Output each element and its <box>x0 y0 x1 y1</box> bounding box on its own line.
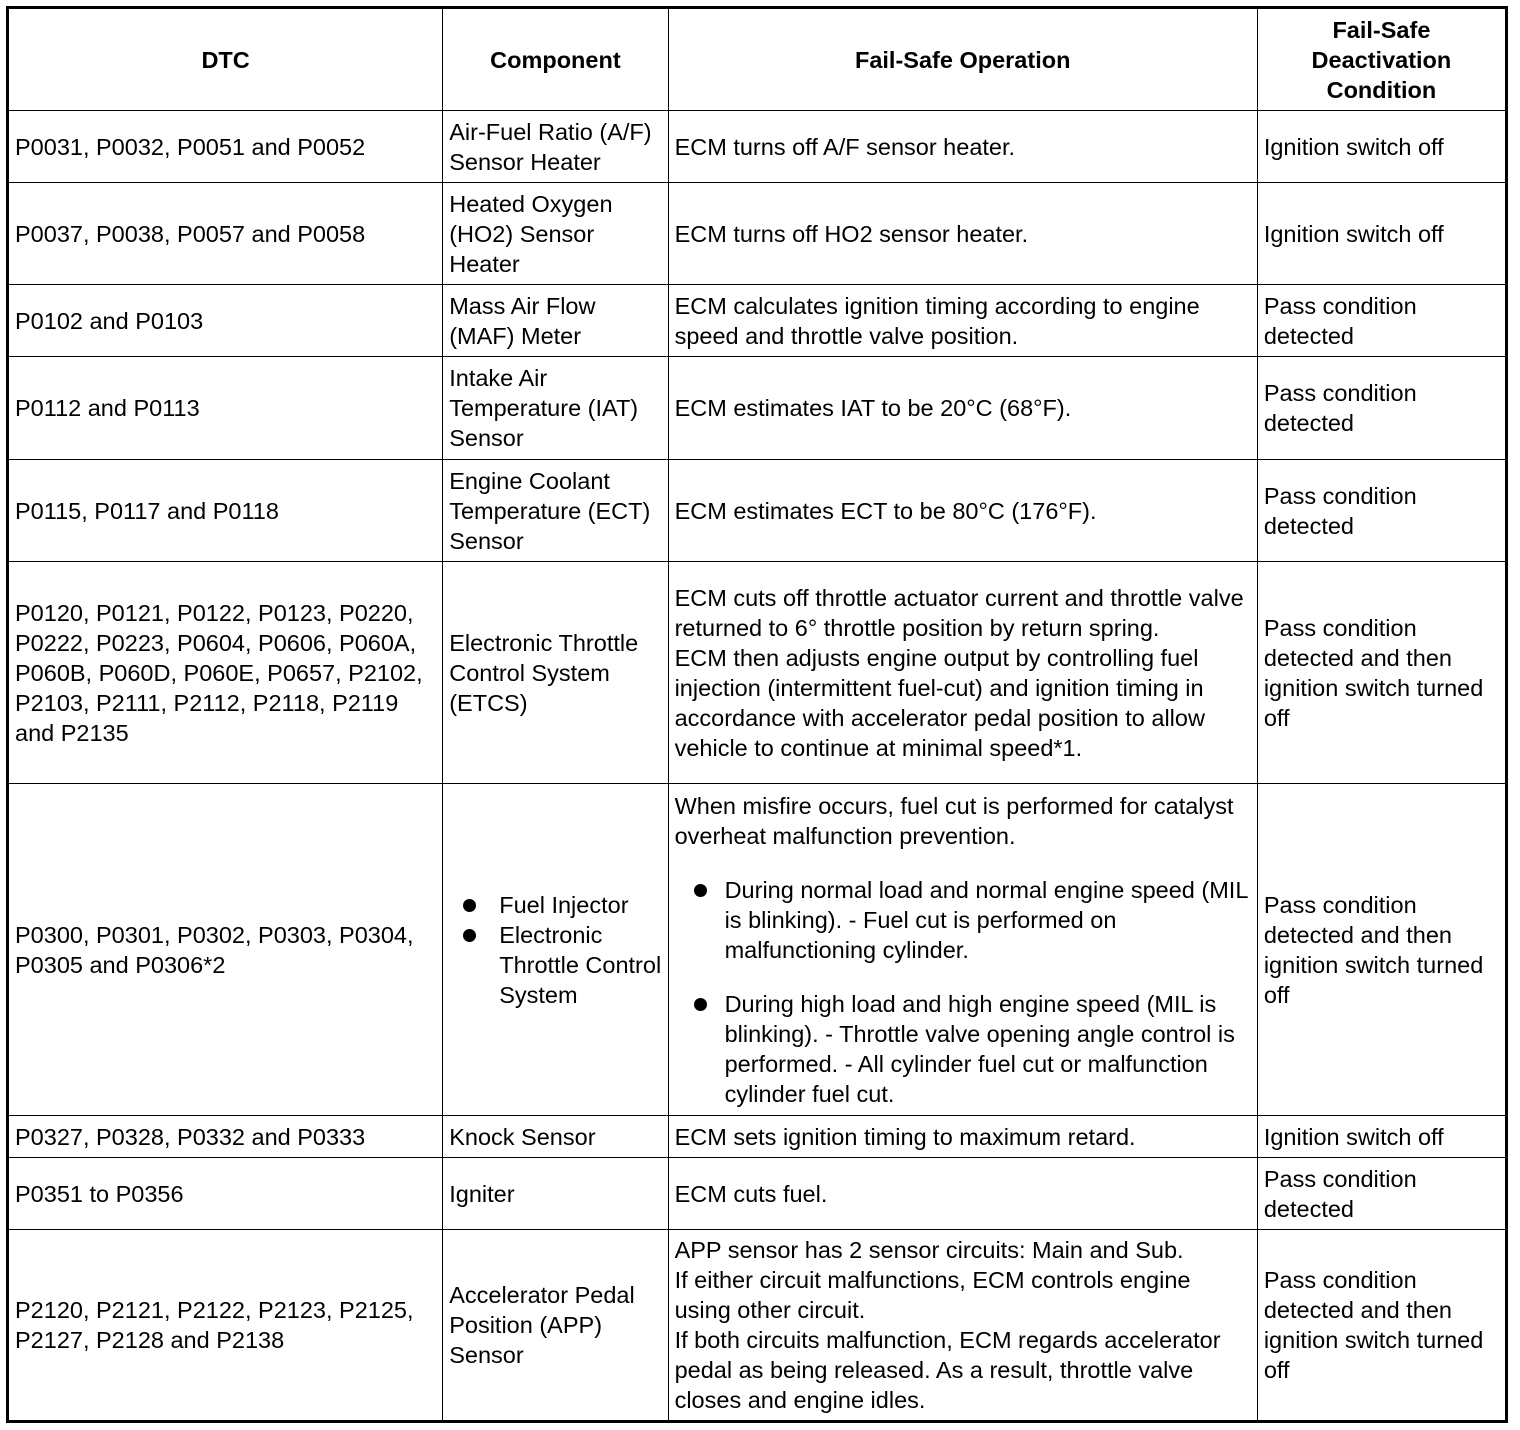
component-cell: Engine Coolant Temperature (ECT) Sensor <box>443 460 668 562</box>
operation-line: APP sensor has 2 sensor circuits: Main and Sub. <box>674 1237 1184 1263</box>
deactivation-cell: Ignition switch off <box>1257 1116 1506 1158</box>
deactivation-cell: Pass condition detected and then ignition switch turned off <box>1257 1230 1506 1422</box>
dtc-cell: P0112 and P0113 <box>8 357 443 460</box>
header-deactivation: Fail-Safe Deactivation Condition <box>1257 8 1506 111</box>
table-row <box>8 562 1507 784</box>
table-row <box>8 460 1507 562</box>
component-cell <box>443 784 668 1116</box>
component-cell: Electronic Throttle Control System (ETCS) <box>443 562 668 784</box>
dtc-cell: P0031, P0032, P0051 and P0052 <box>8 111 443 183</box>
dtc-cell: P0115, P0117 and P0118 <box>8 460 443 562</box>
dtc-cell: P0120, P0121, P0122, P0123, P0220, P0222, P0223, P0604, P0606, P060A, P060B, P060D, P060E, P0657, P2102, P2103, P2111, P2112, P2118, P2119 and P2135 <box>8 562 443 784</box>
operation-cell <box>668 1230 1257 1422</box>
operation-intro: When misfire occurs, fuel cut is performed for catalyst overheat malfunction prevention. <box>674 792 1234 849</box>
dtc-cell: P0351 to P0356 <box>8 1158 443 1230</box>
operation-line: If either circuit malfunctions, ECM controls engine using other circuit. <box>674 1267 1191 1323</box>
table-row <box>8 357 1507 460</box>
list-item: Fuel Injector <box>443 890 661 920</box>
operation-line: ECM cuts off throttle actuator current and throttle valve returned to 6° throttle position by return spring. <box>674 584 1244 641</box>
component-cell: Accelerator Pedal Position (APP) Sensor <box>443 1230 668 1422</box>
table-row <box>8 285 1507 357</box>
operation-cell <box>668 562 1257 784</box>
operation-cell <box>668 784 1257 1116</box>
operation-cell: ECM estimates IAT to be 20°C (68°F). <box>668 357 1257 460</box>
dtc-cell: P2120, P2121, P2122, P2123, P2125, P2127, P2128 and P2138 <box>8 1230 443 1422</box>
table-row <box>8 1158 1507 1230</box>
deactivation-cell: Pass condition detected <box>1257 357 1506 460</box>
list-item: During normal load and normal engine speed (MIL is blinking). - Fuel cut is performed on malfunctioning cylinder. <box>675 875 1251 965</box>
dtc-cell: P0327, P0328, P0332 and P0333 <box>8 1116 443 1158</box>
deactivation-cell: Pass condition detected <box>1257 285 1506 357</box>
operation-cell: ECM cuts fuel. <box>668 1158 1257 1230</box>
header-component: Component <box>443 8 668 111</box>
component-cell: Heated Oxygen (HO2) Sensor Heater <box>443 183 668 285</box>
component-cell: Knock Sensor <box>443 1116 668 1158</box>
deactivation-cell: Pass condition detected <box>1257 1158 1506 1230</box>
operation-cell: ECM estimates ECT to be 80°C (176°F). <box>668 460 1257 562</box>
deactivation-cell: Pass condition detected and then ignition switch turned off <box>1257 562 1506 784</box>
operation-line: ECM then adjusts engine output by controlling fuel injection (intermittent fuel-cut) and ignition timing in accordance with accelerator pedal position to allow vehicle to continue at minimal speed*1. <box>674 644 1205 761</box>
deactivation-cell: Ignition switch off <box>1257 183 1506 285</box>
header-row <box>8 8 1507 111</box>
operation-cell: ECM turns off HO2 sensor heater. <box>668 183 1257 285</box>
operation-cell: ECM turns off A/F sensor heater. <box>668 111 1257 183</box>
table-row <box>8 183 1507 285</box>
component-cell: Mass Air Flow (MAF) Meter <box>443 285 668 357</box>
component-list <box>443 890 661 1010</box>
dtc-cell: P0037, P0038, P0057 and P0058 <box>8 183 443 285</box>
operation-cell: ECM calculates ignition timing according to engine speed and throttle valve position. <box>668 285 1257 357</box>
deactivation-cell: Ignition switch off <box>1257 111 1506 183</box>
table-row <box>8 1230 1507 1422</box>
deactivation-cell: Pass condition detected and then ignition switch turned off <box>1257 784 1506 1116</box>
list-item: During high load and high engine speed (MIL is blinking). - Throttle valve opening angle control is performed. - All cylinder fuel cut or malfunction cylinder fuel cut. <box>675 989 1251 1109</box>
deactivation-cell: Pass condition detected <box>1257 460 1506 562</box>
dtc-cell: P0102 and P0103 <box>8 285 443 357</box>
list-item: Electronic Throttle Control System <box>443 920 661 1010</box>
header-operation: Fail-Safe Operation <box>668 8 1257 111</box>
table-row <box>8 111 1507 183</box>
fail-safe-table <box>6 6 1508 1423</box>
component-cell: Igniter <box>443 1158 668 1230</box>
operation-cell: ECM sets ignition timing to maximum retard. <box>668 1116 1257 1158</box>
operation-line: If both circuits malfunction, ECM regards accelerator pedal as being released. As a result, throttle valve closes and engine idles. <box>674 1327 1221 1413</box>
dtc-cell: P0300, P0301, P0302, P0303, P0304, P0305 and P0306*2 <box>8 784 443 1116</box>
component-cell: Intake Air Temperature (IAT) Sensor <box>443 357 668 460</box>
table-row <box>8 784 1507 1116</box>
table-row <box>8 1116 1507 1158</box>
header-dtc: DTC <box>8 8 443 111</box>
operation-list <box>675 875 1251 1109</box>
component-cell: Air-Fuel Ratio (A/F) Sensor Heater <box>443 111 668 183</box>
